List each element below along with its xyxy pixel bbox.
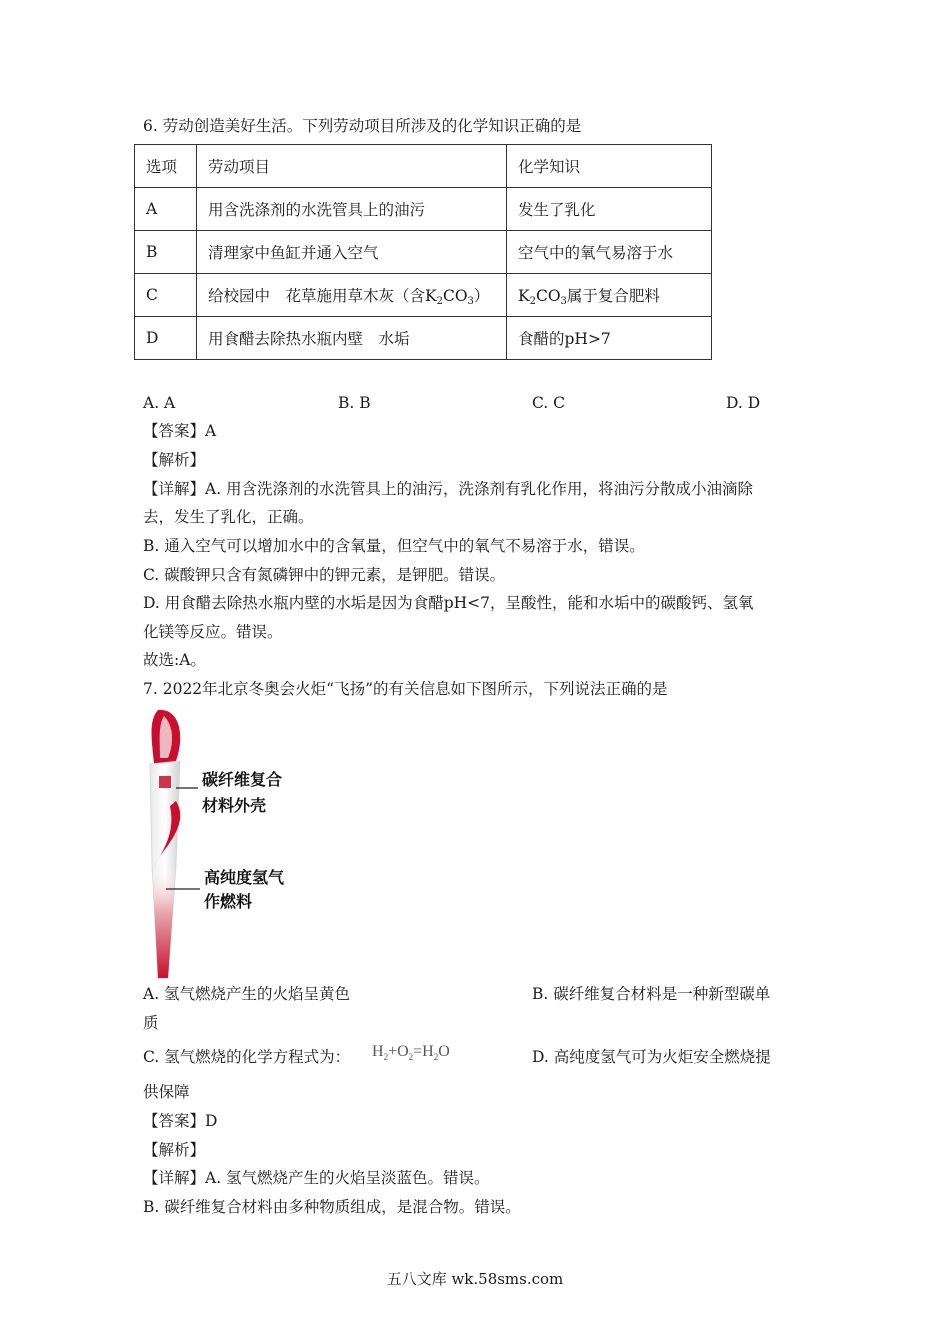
header-knowledge: 化学知识 xyxy=(507,145,712,188)
label-fuel-line2: 作燃料 xyxy=(204,892,253,911)
table-row xyxy=(135,317,712,360)
q7-formula: $H_2+O_2=H_2O$ xyxy=(372,1043,450,1063)
row-project: 给校园中 花草施用草木灰（含$K_2CO_3$） xyxy=(197,274,507,317)
table-row xyxy=(135,274,712,317)
q7-detail-line: 【详解】A. 氢气燃烧产生的火焰呈淡蓝色。错误。 xyxy=(143,1169,490,1187)
label-fuel-line1: 高纯度氢气 xyxy=(204,868,285,887)
row-knowledge: $K_2CO_3$属于复合肥料 xyxy=(507,274,712,317)
row-knowledge: 发生了乳化 xyxy=(507,188,712,231)
row-option: A xyxy=(135,188,197,231)
q6-table xyxy=(134,144,712,360)
torch-figure xyxy=(140,706,310,986)
q6-detail-line: 【详解】A. 用含洗涤剂的水洗管具上的油污，洗涤剂有乳化作用，将油污分散成小油滴除 xyxy=(143,480,754,498)
q6-detail-line: D. 用食醋去除热水瓶内壁的水垢是因为食醋pH<7，呈酸性，能和水垢中的碳酸钙、氢氧 xyxy=(143,594,754,612)
q7-option-b-line2: 质 xyxy=(143,1014,159,1032)
row-option: B xyxy=(135,231,197,274)
label-shell-line1: 碳纤维复合 xyxy=(202,770,283,789)
q6-option-b: B. B xyxy=(338,394,371,412)
q6-stem: 6. 劳动创造美好生活。下列劳动项目所涉及的化学知识正确的是 xyxy=(143,117,582,135)
row-knowledge: 空气中的氧气易溶于水 xyxy=(507,231,712,274)
q7-option-d-line1: D. 高纯度氢气可为火炬安全燃烧提 xyxy=(532,1048,771,1066)
row-option: D xyxy=(135,317,197,360)
table-row xyxy=(135,188,712,231)
row-option: C xyxy=(135,274,197,317)
q7-option-a: A. 氢气燃烧产生的火焰呈黄色 xyxy=(143,985,351,1003)
q6-detail-line: 化镁等反应。错误。 xyxy=(143,623,283,641)
q7-option-b-line1: B. 碳纤维复合材料是一种新型碳单 xyxy=(532,985,771,1003)
header-project: 劳动项目 xyxy=(197,145,507,188)
q6-option-c: C. C xyxy=(532,394,566,412)
q6-detail-line: B. 通入空气可以增加水中的含氧量，但空气中的氧气不易溶于水，错误。 xyxy=(143,537,645,555)
row-project: 用食醋去除热水瓶内壁 水垢 xyxy=(197,317,507,360)
row-project: 用含洗涤剂的水洗管具上的油污 xyxy=(197,188,507,231)
q6-detail-line: 故选:A。 xyxy=(143,651,206,669)
q7-detail-line: B. 碳纤维复合材料由多种物质组成，是混合物。错误。 xyxy=(143,1198,521,1216)
q6-analysis: 【解析】 xyxy=(143,451,206,469)
q7-option-d-line2: 供保障 xyxy=(143,1083,190,1101)
table-row xyxy=(135,231,712,274)
q6-option-d: D. D xyxy=(726,394,761,412)
q6-detail-line: 去，发生了乳化，正确。 xyxy=(143,508,314,526)
q7-stem: 7. 2022年北京冬奥会火炬“飞扬”的有关信息如下图所示，下列说法正确的是 xyxy=(143,680,668,698)
label-shell-line2: 材料外壳 xyxy=(202,796,267,815)
q7-analysis: 【解析】 xyxy=(143,1141,206,1159)
row-knowledge: 食醋的pH>7 xyxy=(507,317,712,360)
q6-detail-line: C. 碳酸钾只含有氮磷钾中的钾元素，是钾肥。错误。 xyxy=(143,566,506,584)
page-footer: 五八文库 wk.58sms.com xyxy=(386,1270,564,1288)
header-option: 选项 xyxy=(135,145,197,188)
torch-illustration-icon xyxy=(140,706,310,986)
q6-option-a: A. A xyxy=(143,394,176,412)
row-project: 清理家中鱼缸并通入空气 xyxy=(197,231,507,274)
table-header-row xyxy=(135,145,712,188)
q7-answer: 【答案】D xyxy=(143,1112,218,1130)
q7-option-c: C. 氢气燃烧的化学方程式为： xyxy=(143,1048,351,1066)
q6-answer: 【答案】A xyxy=(143,422,217,440)
